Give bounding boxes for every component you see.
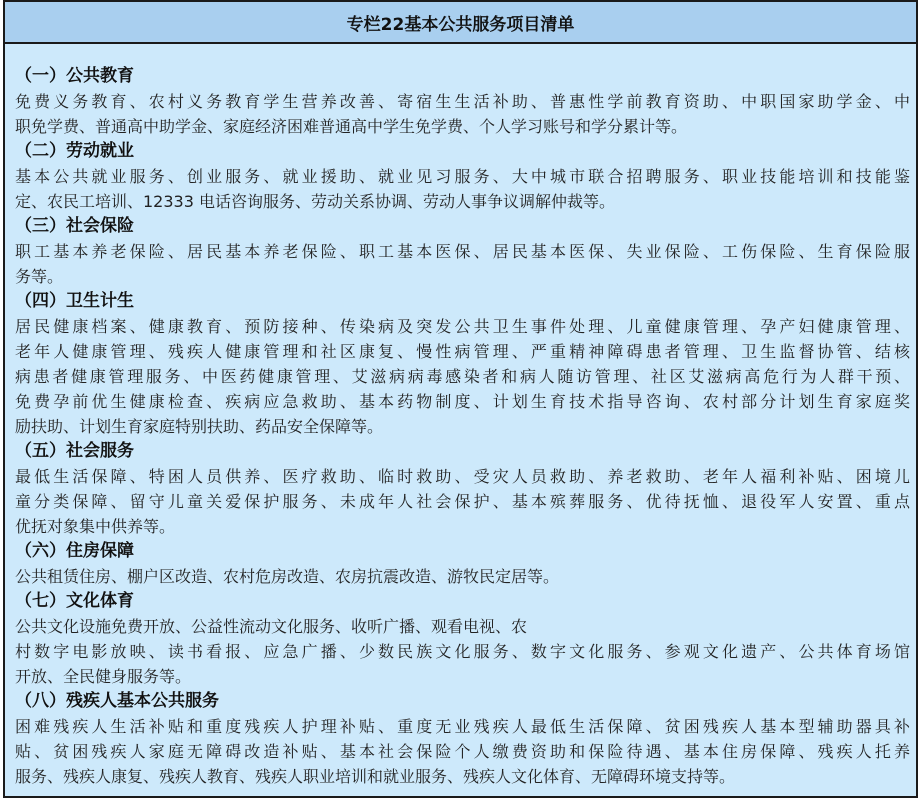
section-text-line: 贴、贫困残疾人家庭无障碍改造补贴、基本社会保险个人缴费资助和保险待遇、基本住房保障、残疾人托养 bbox=[15, 742, 910, 761]
section-text-line: 优抚对象集中供养等。 bbox=[15, 517, 176, 536]
section-text-line: 基本公共就业服务、创业服务、就业援助、就业见习服务、大中城市联合招聘服务、职业技能培训和技能鉴 bbox=[15, 167, 910, 186]
section-text-line: 病患者健康管理服务、中医药健康管理、艾滋病病毒感染者和病人随访管理、社区艾滋病高危行为人群干预、 bbox=[15, 367, 910, 386]
section-heading: （八）残疾人基本公共服务 bbox=[15, 691, 219, 711]
section-text-line: 免费孕前优生健康检查、疾病应急救助、基本药物制度、计划生育技术指导咨询、农村部分计划生育家庭奖 bbox=[15, 392, 910, 411]
section-text-line: 公共租赁住房、棚户区改造、农村危房改造、农房抗震改造、游牧民定居等。 bbox=[15, 567, 560, 586]
section-heading: （七）文化体育 bbox=[15, 591, 134, 611]
section-text-line: 开放、全民健身服务等。 bbox=[15, 667, 192, 686]
section-text-line: 童分类保障、留守儿童关爱保护服务、未成年人社会保护、基本殡葬服务、优待抚恤、退役军人安置、重点 bbox=[15, 492, 910, 511]
section-text-line: 定、农民工培训、12333 电话咨询服务、劳动关系协调、劳动人事争议调解仲裁等。 bbox=[15, 192, 615, 211]
section-heading: （一）公共教育 bbox=[15, 66, 134, 86]
section-text-line: 村数字电影放映、读书看报、应急广播、少数民族文化服务、数字文化服务、参观文化遗产、公共体育场馆 bbox=[15, 642, 910, 661]
section-text-line: 困难残疾人生活补贴和重度残疾人护理补贴、重度无业残疾人最低生活保障、贫困残疾人基本型辅助器具补 bbox=[15, 717, 910, 736]
section-text-line: 励扶助、计划生育家庭特别扶助、药品安全保障等。 bbox=[15, 417, 384, 436]
section-text-line: 职免学费、普通高中助学金、家庭经济困难普通高中学生免学费、个人学习账号和学分累计等。 bbox=[15, 117, 688, 136]
section-heading: （六）住房保障 bbox=[15, 541, 134, 561]
section-text-line: 居民健康档案、健康教育、预防接种、传染病及突发公共卫生事件处理、儿童健康管理、孕产妇健康管理、 bbox=[15, 317, 910, 336]
section-text-line: 务等。 bbox=[15, 267, 64, 286]
service-list-table bbox=[3, 0, 918, 798]
table-title: 专栏22基本公共服务项目清单 bbox=[5, 2, 916, 44]
section-text-line: 免费义务教育、农村义务教育学生营养改善、寄宿生生活补助、普惠性学前教育资助、中职国家助学金、中 bbox=[15, 92, 910, 111]
table-body bbox=[5, 44, 916, 789]
section-heading: （二）劳动就业 bbox=[15, 141, 134, 161]
section-heading: （三）社会保险 bbox=[15, 216, 134, 236]
section-text-line: 老年人健康管理、残疾人健康管理和社区康复、慢性病管理、严重精神障碍患者管理、卫生监督协管、结核 bbox=[15, 342, 910, 361]
section-heading: （四）卫生计生 bbox=[15, 291, 134, 311]
section-text-line: 职工基本养老保险、居民基本养老保险、职工基本医保、居民基本医保、失业保险、工伤保险、生育保险服 bbox=[15, 242, 910, 261]
section-text-line: 公共文化设施免费开放、公益性流动文化服务、收听广播、观看电视、农 bbox=[15, 617, 528, 636]
section-heading: （五）社会服务 bbox=[15, 441, 134, 461]
section-text-line: 最低生活保障、特困人员供养、医疗救助、临时救助、受灾人员救助、养老救助、老年人福利补贴、困境儿 bbox=[15, 467, 910, 486]
section-text-line: 服务、残疾人康复、残疾人教育、残疾人职业培训和就业服务、残疾人文化体育、无障碍环境支持等。 bbox=[15, 767, 736, 786]
